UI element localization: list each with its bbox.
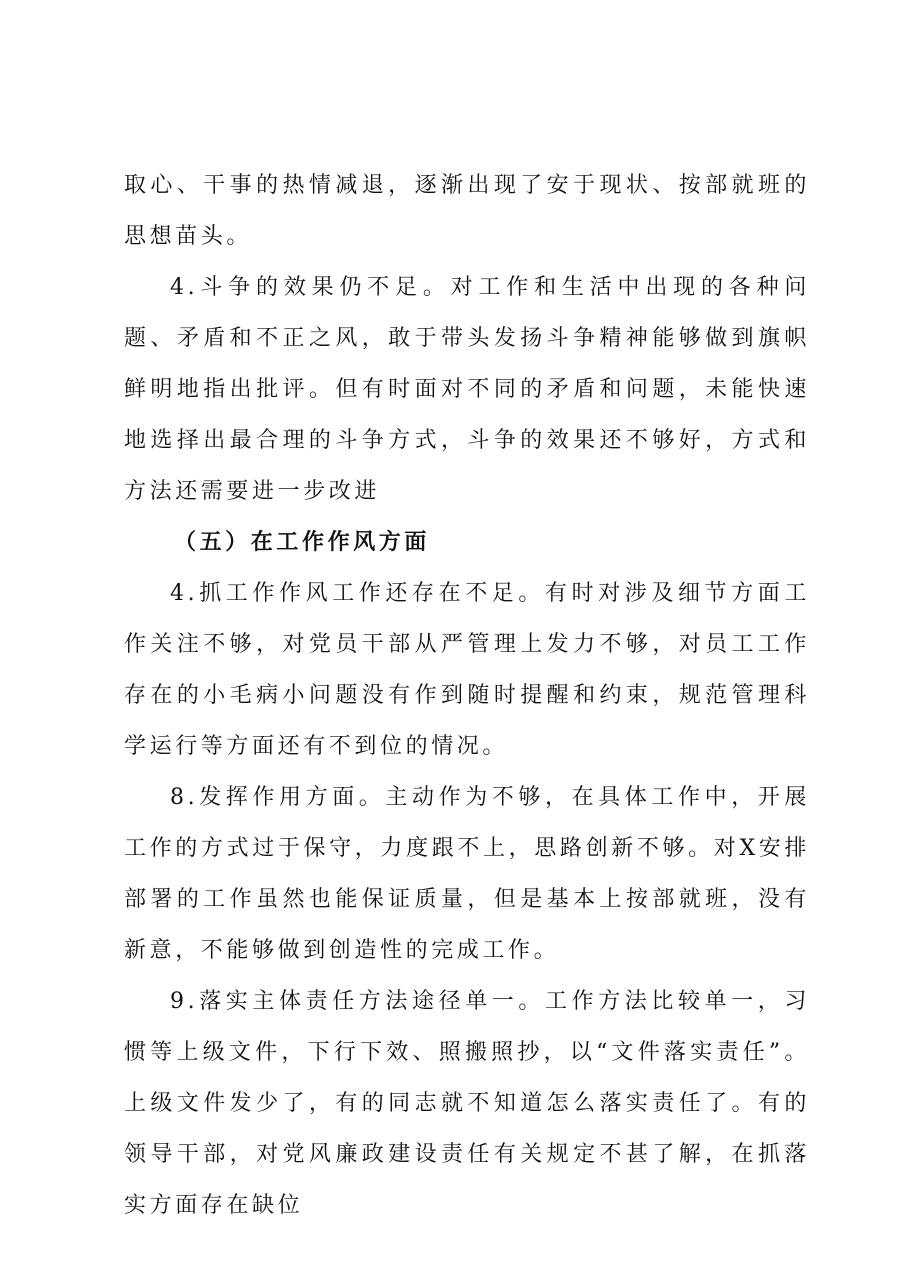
section-heading-work-style: （五）在工作作风方面: [174, 529, 431, 555]
paragraph-responsibility-methods: 9.落实主体责任方法途径单一。工作方法比较单一，习惯等上级文件，下行下效、照搬照抄，以“文件落实责任”。上级文件发少了，有的同志就不知道怎么落实责任了。有的领导干部，对党风廉政建设责任有关规定不甚了解，在抓落实方面存在缺位: [124, 989, 810, 1218]
document-body: [124, 160, 810, 1231]
paragraph-struggle-effect: 4.斗争的效果仍不足。对工作和生活中出现的各种问题、矛盾和不正之风，敢于带头发扬斗争精神能够做到旗帜鲜明地指出批评。但有时面对不同的矛盾和问题，未能快速地选择出最合理的斗争方式，斗争的效果还不够好，方式和方法还需要进一步改进: [124, 275, 810, 504]
paragraph-work-style-shortfall: 4.抓工作作风工作还存在不足。有时对涉及细节方面工作关注不够，对党员干部从严管理上发力不够，对员工工作存在的小毛病小问题没有作到随时提醒和约束，规范管理科学运行等方面还有不到位的情况。: [124, 581, 810, 759]
paragraph-continuation: 取心、干事的热情减退，逐渐出现了安于现状、按部就班的思想苗头。: [124, 173, 810, 249]
paragraph-role-play: 8.发挥作用方面。主动作为不够，在具体工作中，开展工作的方式过于保守，力度跟不上，思路创新不够。对X安排部署的工作虽然也能保证质量，但是基本上按部就班，没有新意，不能够做到创造性的完成工作。: [124, 785, 810, 963]
